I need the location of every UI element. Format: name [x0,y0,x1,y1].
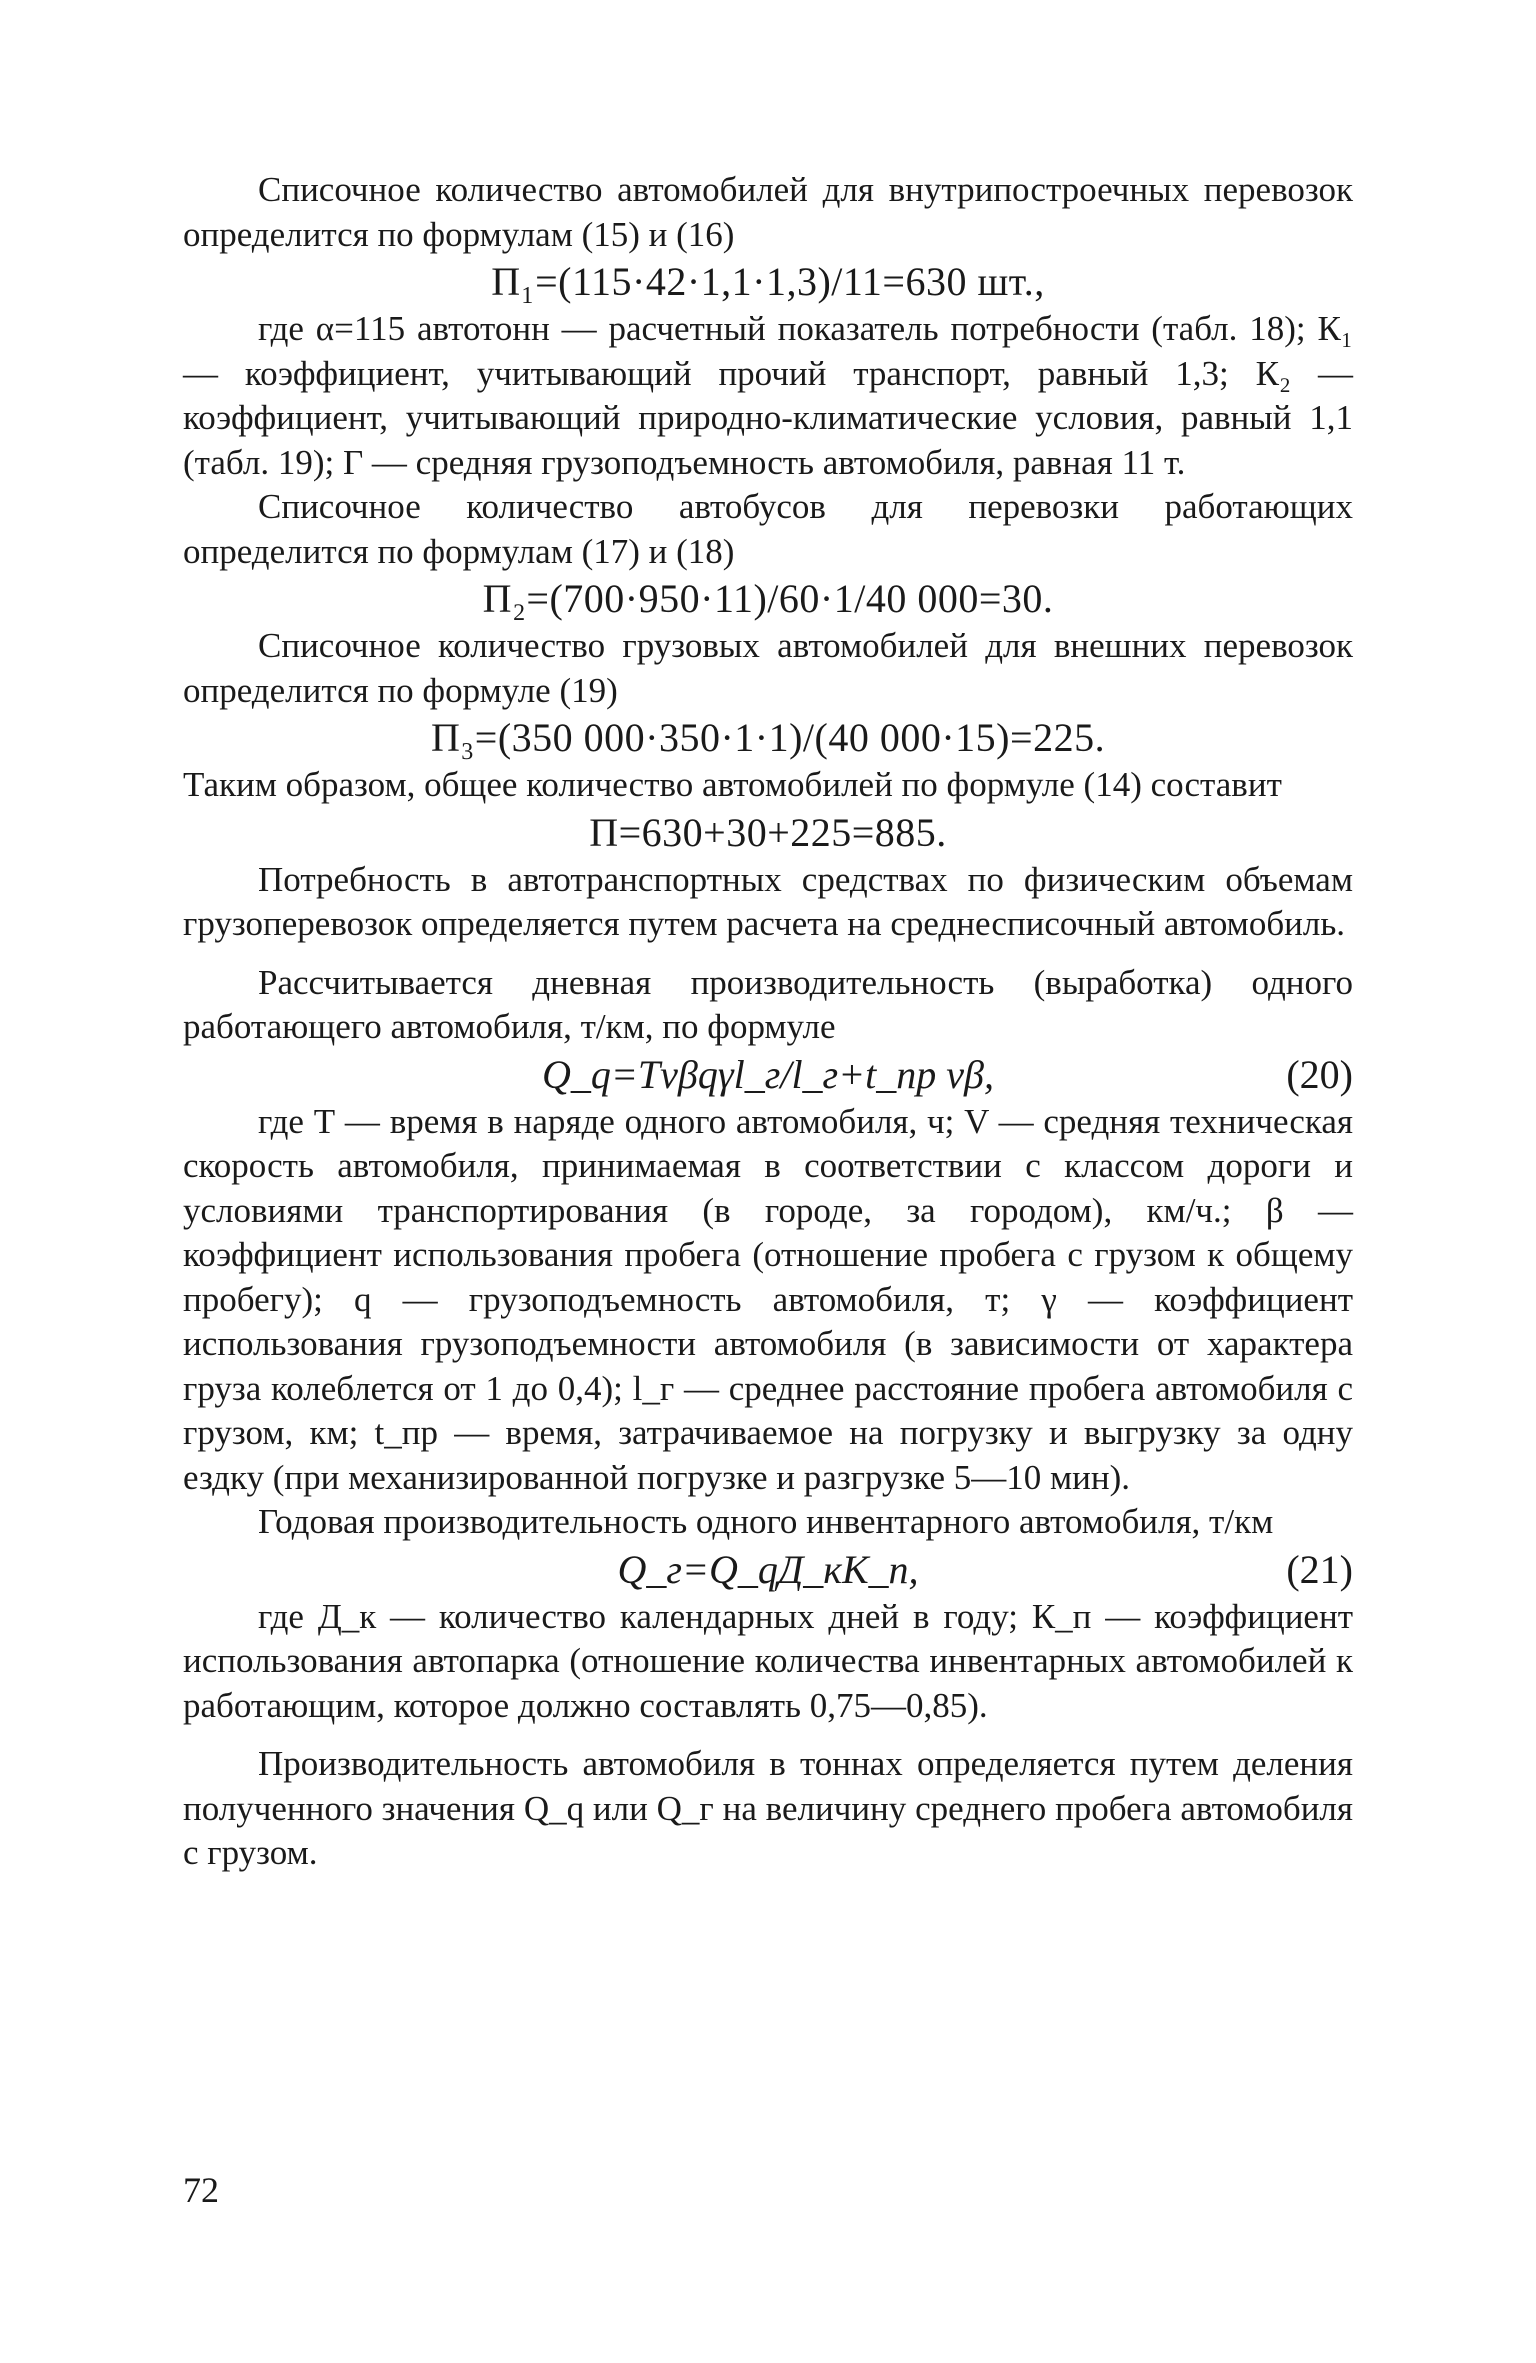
paragraph-need: Потребность в автотранспортных средствах по физическим объемам грузоперевозок определяется путем расчета на среднесписочный автомобиль. [183,859,1353,943]
paragraph-trucks: Списочное количество грузовых автомобилей для внешних перевозок определится по формуле (19) [183,626,1353,710]
paragraph-daily-output: Рассчитывается дневная производительность (выработка) одного работающего автомобиля, т/км, по формуле [183,962,1353,1046]
paragraph-formula-21-legend: где Д_к — количество календарных дней в году; К_п — коэффициент использования автопарка (отношение количества инвентарных автомобилей к работающим, которое должно составлять 0,75—0,85). [183,1596,1353,1725]
paragraph-total: Таким образом, общее количество автомобилей по формуле (14) составит [183,765,1282,804]
formula-p1: П₁=(115·42·1,1·1,3)/11=630 шт., [491,259,1045,304]
paragraph-intro-vehicles: Списочное количество автомобилей для внутрипостроечных перевозок определится по формулам (15) и (16) [183,170,1353,254]
paragraph-tonnage: Производительность автомобиля в тоннах определяется путем деления полученного значения Q_q или Q_г на величину среднего пробега автомобиля с грузом. [183,1744,1353,1872]
formula-p3: П₃=(350 000·350·1·1)/(40 000·15)=225. [430,715,1106,760]
paragraph-annual-output: Годовая производительность одного инвентарного автомобиля, т/км [258,1502,1274,1541]
formula-20-row [183,1050,1353,1100]
paragraph-p1-legend: где α=115 автотонн — расчетный показатель потребности (табл. 18); К₁ — коэффициент, учитывающий прочий транспорт, равный 1,3; К₂ — коэффициент, учитывающий природно-климатические условия, равный 1,1 (табл. 19); Г — средняя грузоподъемность автомобиля, равная 11 т. [183,309,1353,482]
formula-p2: П₂=(700·950·11)/60·1/40 000=30. [482,576,1054,621]
paragraph-formula-20-legend: где Т — время в наряде одного автомобиля, ч; V — средняя техническая скорость автомобиля, принимаемая в соответствии с классом дороги и условиями транспортирования (в городе, за городом), км/ч.; β — коэффициент использования пробега (отношение пробега с грузом к общему пробегу); q — грузоподъемность автомобиля, т; γ — коэффициент использования грузоподъемности автомобиля (в зависимости от характера груза колеблется от 1 до 0,4); l_г — среднее расстояние пробега автомобиля с грузом, км; t_пр — время, затрачиваемое на погрузку и выгрузку за одну ездку (при механизированной погрузке и разгрузке 5—10 мин). [183,1101,1353,1497]
text-column [183,168,1353,1876]
formula-total: П=630+30+225=885. [589,809,947,855]
formula-21-row [183,1545,1353,1595]
formula-20-number: (20) [1286,1051,1353,1097]
formula-21-number: (21) [1286,1546,1353,1592]
formula-21: Q_г=Q_qД_кК_п, [617,1546,919,1592]
page-number: 72 [183,2170,219,2210]
formula-20: Q_q=Tvβqγl_г/l_г+t_пр vβ, [542,1051,994,1097]
paragraph-buses: Списочное количество автобусов для перевозки работающих определится по формулам (17) и (18) [183,487,1353,571]
